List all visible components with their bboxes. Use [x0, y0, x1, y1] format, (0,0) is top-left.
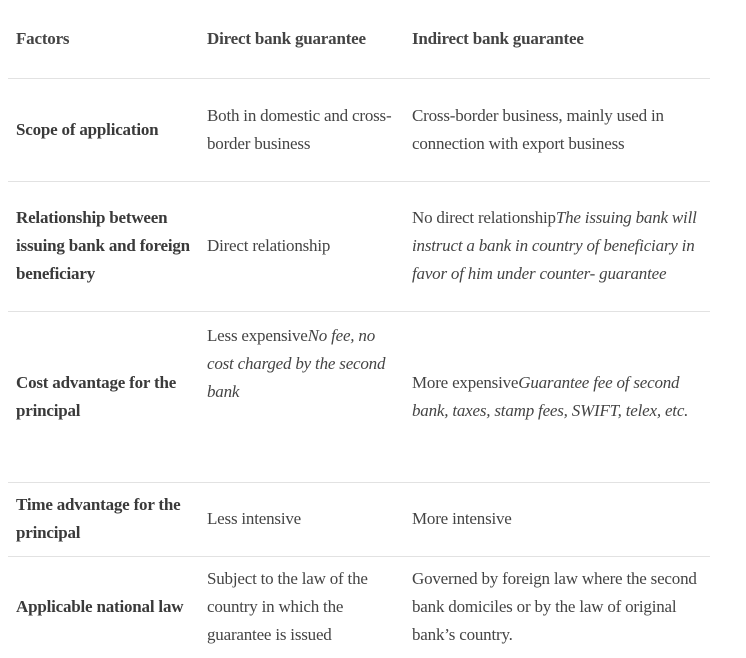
- direct-cell: [199, 78, 404, 181]
- direct-text: Subject to the law of the country in which the guarantee is issued: [207, 569, 368, 645]
- indirect-text: Governed by foreign law where the second bank domiciles or by the law of original bank’s country.: [412, 569, 697, 645]
- table-row: [8, 482, 710, 556]
- direct-cell: [199, 311, 404, 482]
- table-row: [8, 556, 710, 658]
- direct-cell: [199, 556, 404, 658]
- direct-cell: [199, 181, 404, 311]
- indirect-cell: [404, 311, 710, 482]
- factor-cell: Time advantage for the principal: [16, 495, 181, 542]
- header-direct: Direct bank guarantee: [207, 28, 366, 48]
- indirect-cell: [404, 482, 710, 556]
- indirect-note: The issuing bank will instruct a bank in country of beneficiary in favor of him under counter- guarantee: [412, 208, 697, 283]
- direct-text: Less intensive: [207, 509, 301, 528]
- factor-cell: Applicable national law: [16, 597, 184, 617]
- table-row: [8, 78, 710, 181]
- direct-note: No fee, no cost charged by the second bank: [207, 325, 386, 401]
- direct-text: Direct relationship: [207, 236, 331, 255]
- table-row: [8, 181, 710, 311]
- indirect-note: Guarantee fee of second bank, taxes, stamp fees, SWIFT, telex, etc.: [412, 372, 689, 420]
- indirect-text: Cross-border business, mainly used in connection with export business: [412, 105, 664, 153]
- table-row: [8, 311, 710, 482]
- indirect-cell: [404, 78, 710, 181]
- indirect-text: No direct relationship: [412, 208, 556, 227]
- indirect-cell: [404, 556, 710, 658]
- header-indirect: Indirect bank guarantee: [412, 28, 584, 48]
- indirect-cell: [404, 181, 710, 311]
- factor-cell: Relationship between issuing bank and foreign beneficiary: [16, 208, 190, 283]
- factor-cell: Scope of application: [16, 119, 159, 139]
- indirect-text: More intensive: [412, 509, 512, 528]
- indirect-text: More expensive: [412, 372, 519, 392]
- direct-text: Less expensive: [207, 325, 308, 345]
- direct-cell: [199, 482, 404, 556]
- factor-cell: Cost advantage for the principal: [16, 372, 177, 420]
- comparison-table: [8, 0, 710, 658]
- header-row: [8, 0, 710, 78]
- direct-text: Both in domestic and cross-border business: [207, 105, 392, 153]
- header-factors: Factors: [16, 28, 70, 48]
